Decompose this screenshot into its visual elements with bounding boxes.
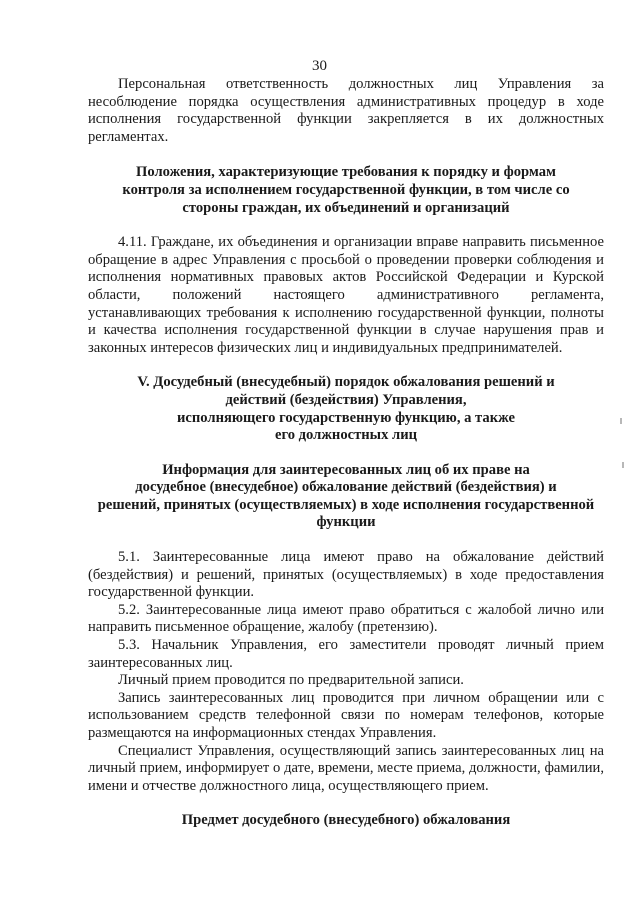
- heading-line: контроля за исполнением государственной функции, в том числе со: [122, 181, 570, 198]
- heading-appeal-information: [88, 462, 604, 532]
- section-v-heading: [88, 374, 604, 444]
- heading-line: V. Досудебный (внесудебный) порядок обжалования решений и: [137, 374, 555, 391]
- scan-speck: [622, 462, 624, 468]
- clause-5-3: 5.3. Начальник Управления, его заместители проводят личный прием заинтересованных лиц.: [88, 637, 604, 671]
- clause-4-11: 4.11. Граждане, их объединения и организации вправе направить письменное обращение в адрес Управления с просьбой о проведении проверки соблюдения и исполнения нормативных правовых актов Российской Федерации и Курской области, положений настоящего административного регламента, устанавливающих требования к исполнению государственной функции, полноты и качества исполнения государственной функции в случае нарушения прав и законных интересов физических лиц и индивидуальных предпринимателей.: [88, 234, 604, 356]
- specialist-paragraph: Специалист Управления, осуществляющий запись заинтересованных лиц на личный прием, информирует о дате, времени, месте приема, должности, фамилии, имени и отчестве должностного лица, осуществляющего прием.: [88, 742, 604, 794]
- page-content: [88, 76, 604, 830]
- clause-5-1: 5.1. Заинтересованные лица имеют право на обжалование действий (бездействия) и решений, принятых (осуществляемых) в ходе предоставления государственной функции.: [88, 549, 604, 601]
- heading-line: решений, принятых (осуществляемых) в ходе исполнения государственной: [97, 496, 595, 513]
- appointment-paragraph: Личный прием проводится по предварительной записи.: [118, 672, 464, 689]
- heading-line: его должностных лиц: [274, 427, 418, 444]
- registration-paragraph: Запись заинтересованных лиц проводится при личном обращении или с использованием средств телефонной связи по номерам телефонов, которые размещаются на информационных стендах Управления.: [88, 689, 604, 741]
- heading-appeal-subject: Предмет досудебного (внесудебного) обжалования: [181, 812, 511, 829]
- heading-line: Положения, характеризующие требования к порядку и формам: [136, 164, 556, 181]
- intro-paragraph: Персональная ответственность должностных лиц Управления за несоблюдение порядка осуществления административных процедур в ходе исполнения государственной функции закрепляется в их должностных регламентах.: [88, 76, 604, 145]
- heading-line: функции: [316, 514, 376, 531]
- heading-line: действий (бездействия) Управления,: [225, 391, 467, 408]
- clause-5-2: 5.2. Заинтересованные лица имеют право обратиться с жалобой лично или направить письменное обращение, жалобу (претензию).: [88, 601, 604, 636]
- heading-line: досудебное (внесудебное) обжалование действий (бездействия) и: [135, 479, 557, 496]
- heading-line: Информация для заинтересованных лиц об их праве на: [162, 461, 530, 478]
- page-number: 30: [312, 58, 327, 74]
- heading-line: исполняющего государственную функцию, а также: [177, 409, 515, 426]
- scan-speck: [620, 418, 622, 424]
- heading-control-requirements: [88, 164, 604, 217]
- heading-line: стороны граждан, их объединений и организаций: [182, 199, 510, 216]
